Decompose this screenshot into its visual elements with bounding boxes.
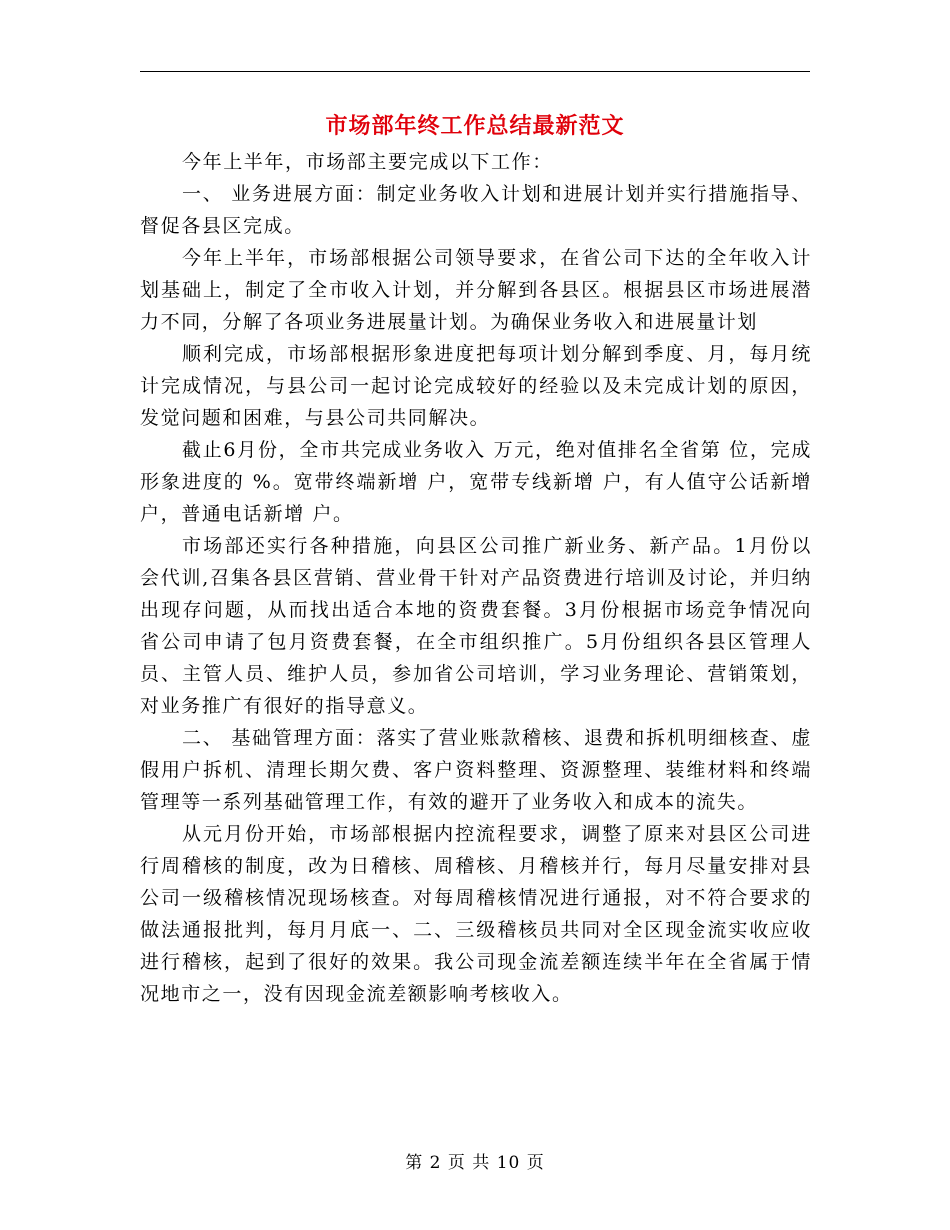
paragraph-june-results: 截止6月份，全市共完成业务收入 万元，绝对值排名全省第 位，完成形象进度的 %。宽带终端新增 户，宽带专线新增 户，有人值守公话新增 户，普通电话新增 户。 (140, 439, 812, 525)
paragraph-revenue-plan: 今年上半年，市场部根据公司领导要求，在省公司下达的全年收入计划基础上，制定了全市收入计划，并分解到各县区。根据县区市场进展潜力不同，分解了各项业务进展量计划。为确保业务收入和进展量计划 (140, 247, 812, 333)
paragraph-new-products: 市场部还实行各种措施，向县区公司推广新业务、新产品。1月份以会代训,召集各县区营销、营业骨干针对产品资费进行培训及讨论，并归纳出现存问题，从而找出适合本地的资费套餐。3月份根据市场竞争情况向省公司申请了包月资费套餐，在全市组织推广。5月份组织各县区管理人员、主管人员、维护人员，参加省公司培训，学习业务理论、营销策划， 对业务推广有很好的指导意义。 (140, 535, 812, 717)
document-title: 市场部年终工作总结最新范文 (325, 113, 625, 139)
paragraph-intro: 今年上半年，市场部主要完成以下工作： (182, 151, 553, 173)
paragraph-audit-process: 从元月份开始，市场部根据内控流程要求，调整了原来对县区公司进行周稽核的制度，改为日稽核、周稽核、月稽核并行，每月尽量安排对县公司一级稽核情况现场核查。对每周稽核情况进行通报，对不符合要求的做法通报批判，每月月底一、二、三级稽核员共同对全区现金流实收应收进行稽核，起到了很好的效果。我公司现金流差额连续半年在全省属于情况地市之一，没有因现金流差额影响考核收入。 (140, 823, 812, 1005)
page-number-footer: 第 2 页 共 10 页 (405, 1153, 545, 1173)
header-rule (140, 71, 810, 72)
paragraph-management-heading: 二、 基础管理方面：落实了营业账款稽核、退费和拆机明细核查、虚假用户拆机、清理长期欠费、客户资料整理、资源整理、装维材料和终端管理等一系列基础管理工作，有效的避开了业务收入和成本的流失。 (140, 727, 812, 813)
paragraph-business-heading: 一、 业务进展方面：制定业务收入计划和进展计划并实行措施指导、督促各县区完成。 (140, 183, 812, 237)
document-body (140, 146, 812, 1010)
paragraph-plan-completion: 顺利完成，市场部根据形象进度把每项计划分解到季度、月，每月统计完成情况，与县公司一起讨论完成较好的经验以及未完成计划的原因，发觉问题和困难，与县公司共同解决。 (140, 343, 812, 429)
